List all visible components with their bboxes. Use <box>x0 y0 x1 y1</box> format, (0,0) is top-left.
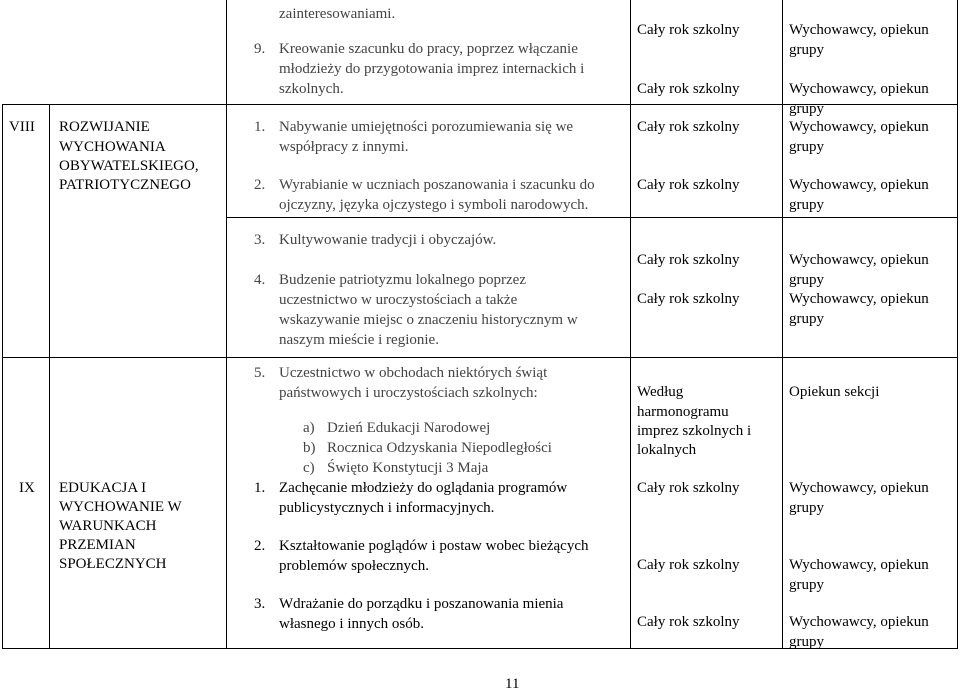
list-item-text: problemów społecznych. <box>279 558 429 574</box>
responsible-cell: Wychowawcy, opiekun <box>789 119 929 135</box>
list-item-number: 4. <box>254 272 266 288</box>
area-title: ROZWIJANIE <box>59 119 150 135</box>
responsible-cell: Wychowawcy, opiekun <box>789 177 929 193</box>
term-cell: Cały rok szkolny <box>637 480 740 496</box>
area-title: OBYWATELSKIEGO, <box>59 158 199 174</box>
term-cell: Cały rok szkolny <box>637 177 740 193</box>
term-cell: Cały rok szkolny <box>637 119 740 135</box>
responsible-cell: Opiekun sekcji <box>789 384 880 400</box>
list-item-text: Zachęcanie młodzieży do oglądania programów <box>279 480 568 496</box>
responsible-cell: grupy <box>789 42 824 58</box>
sub-item-text: Dzień Edukacji Narodowej <box>327 420 491 436</box>
list-item-text: Wdrażanie do porządku i poszanowania mienia <box>279 596 564 612</box>
term-cell: Cały rok szkolny <box>637 81 740 97</box>
list-item-text: państwowych i uroczystościach szkolnych: <box>279 385 538 401</box>
area-title: SPOŁECZNYCH <box>59 556 167 572</box>
list-item-text: Kultywowanie tradycji i obyczajów. <box>279 232 497 248</box>
list-item-number: 5. <box>254 365 266 381</box>
list-item-number: 3. <box>254 232 266 248</box>
sub-item-letter: b) <box>303 440 316 456</box>
list-item-text: wskazywanie miejsc o znaczeniu historycznym w <box>279 312 578 328</box>
term-cell: Cały rok szkolny <box>637 252 740 268</box>
responsible-cell: Wychowawcy, opiekun <box>789 557 929 573</box>
responsible-cell: grupy <box>789 272 824 288</box>
responsible-cell: Wychowawcy, opiekun <box>789 480 929 496</box>
list-item-text: Kształtowanie poglądów i postaw wobec bieżących <box>279 538 589 554</box>
sub-item-letter: a) <box>303 420 315 436</box>
list-item-text: młodzieży do przygotowania imprez internackich i <box>279 61 585 77</box>
row-number-ix: IX <box>19 480 35 496</box>
table-border-left <box>2 104 3 649</box>
list-item-text: Kreowanie szacunku do pracy, poprzez włączanie <box>279 41 578 57</box>
column-divider-number <box>49 104 50 649</box>
list-item-text: Budzenie patriotyzmu lokalnego poprzez <box>279 272 526 288</box>
term-cell: harmonogramu <box>637 404 729 420</box>
list-item-text: szkolnych. <box>279 81 344 97</box>
responsible-cell: Wychowawcy, opiekun <box>789 81 929 97</box>
term-cell: Cały rok szkolny <box>637 22 740 38</box>
list-item-text: uczestnictwo w uroczystościach a także <box>279 292 518 308</box>
term-cell: lokalnych <box>637 442 697 458</box>
term-cell: Według <box>637 384 684 400</box>
sub-item-text: Rocznica Odzyskania Niepodległości <box>327 440 552 456</box>
column-divider-term <box>782 0 783 649</box>
sub-item-letter: c) <box>303 460 315 476</box>
list-item-number: 2. <box>254 538 266 554</box>
area-title: PRZEMIAN <box>59 537 136 553</box>
list-item-text: publicystycznych i informacyjnych. <box>279 500 495 516</box>
list-item-text: ojczyzny, języka ojczystego i symboli narodowych. <box>279 197 589 213</box>
area-title: EDUKACJA I <box>59 480 147 496</box>
row-divider-ix-top <box>2 357 958 358</box>
responsible-cell: grupy <box>789 634 824 650</box>
list-item-number: 3. <box>254 596 266 612</box>
area-title: WYCHOWANIA <box>59 139 166 155</box>
list-item-number: 9. <box>254 41 266 57</box>
responsible-cell: Wychowawcy, opiekun <box>789 252 929 268</box>
list-item-text: Uczestnictwo w obchodach niektórych świąt <box>279 365 548 381</box>
responsible-cell: Wychowawcy, opiekun <box>789 22 929 38</box>
row-number-viii: VIII <box>9 119 35 135</box>
area-title: WYCHOWANIE W <box>59 499 182 515</box>
responsible-cell: grupy <box>789 101 824 117</box>
column-divider-area <box>226 0 227 649</box>
list-item-text: naszym mieście i regionie. <box>279 332 439 348</box>
table-border-right <box>957 0 958 649</box>
responsible-cell: Wychowawcy, opiekun <box>789 291 929 307</box>
continued-text: zainteresowaniami. <box>279 6 396 22</box>
responsible-cell: grupy <box>789 500 824 516</box>
list-item-number: 1. <box>254 119 266 135</box>
term-cell: Cały rok szkolny <box>637 614 740 630</box>
term-cell: Cały rok szkolny <box>637 291 740 307</box>
responsible-cell: grupy <box>789 197 824 213</box>
list-item-text: Nabywanie umiejętności porozumiewania się we <box>279 119 574 135</box>
responsible-cell: Wychowawcy, opiekun <box>789 614 929 630</box>
sub-item-text: Święto Konstytucji 3 Maja <box>327 460 489 476</box>
list-item-text: własnego i innych osób. <box>279 616 424 632</box>
area-title: PATRIOTYCZNEGO <box>59 177 191 193</box>
responsible-cell: grupy <box>789 311 824 327</box>
list-item-text: Wyrabianie w uczniach poszanowania i szacunku do <box>279 177 595 193</box>
list-item-number: 2. <box>254 177 266 193</box>
responsible-cell: grupy <box>789 577 824 593</box>
column-divider-tasks <box>630 0 631 649</box>
page-number: 11 <box>505 676 520 692</box>
list-item-number: 1. <box>254 480 266 496</box>
row-divider-viii-middle <box>226 217 958 218</box>
area-title: WARUNKACH <box>59 518 157 534</box>
term-cell: Cały rok szkolny <box>637 557 740 573</box>
responsible-cell: grupy <box>789 139 824 155</box>
list-item-text: współpracy z innymi. <box>279 139 409 155</box>
term-cell: imprez szkolnych i <box>637 423 752 439</box>
